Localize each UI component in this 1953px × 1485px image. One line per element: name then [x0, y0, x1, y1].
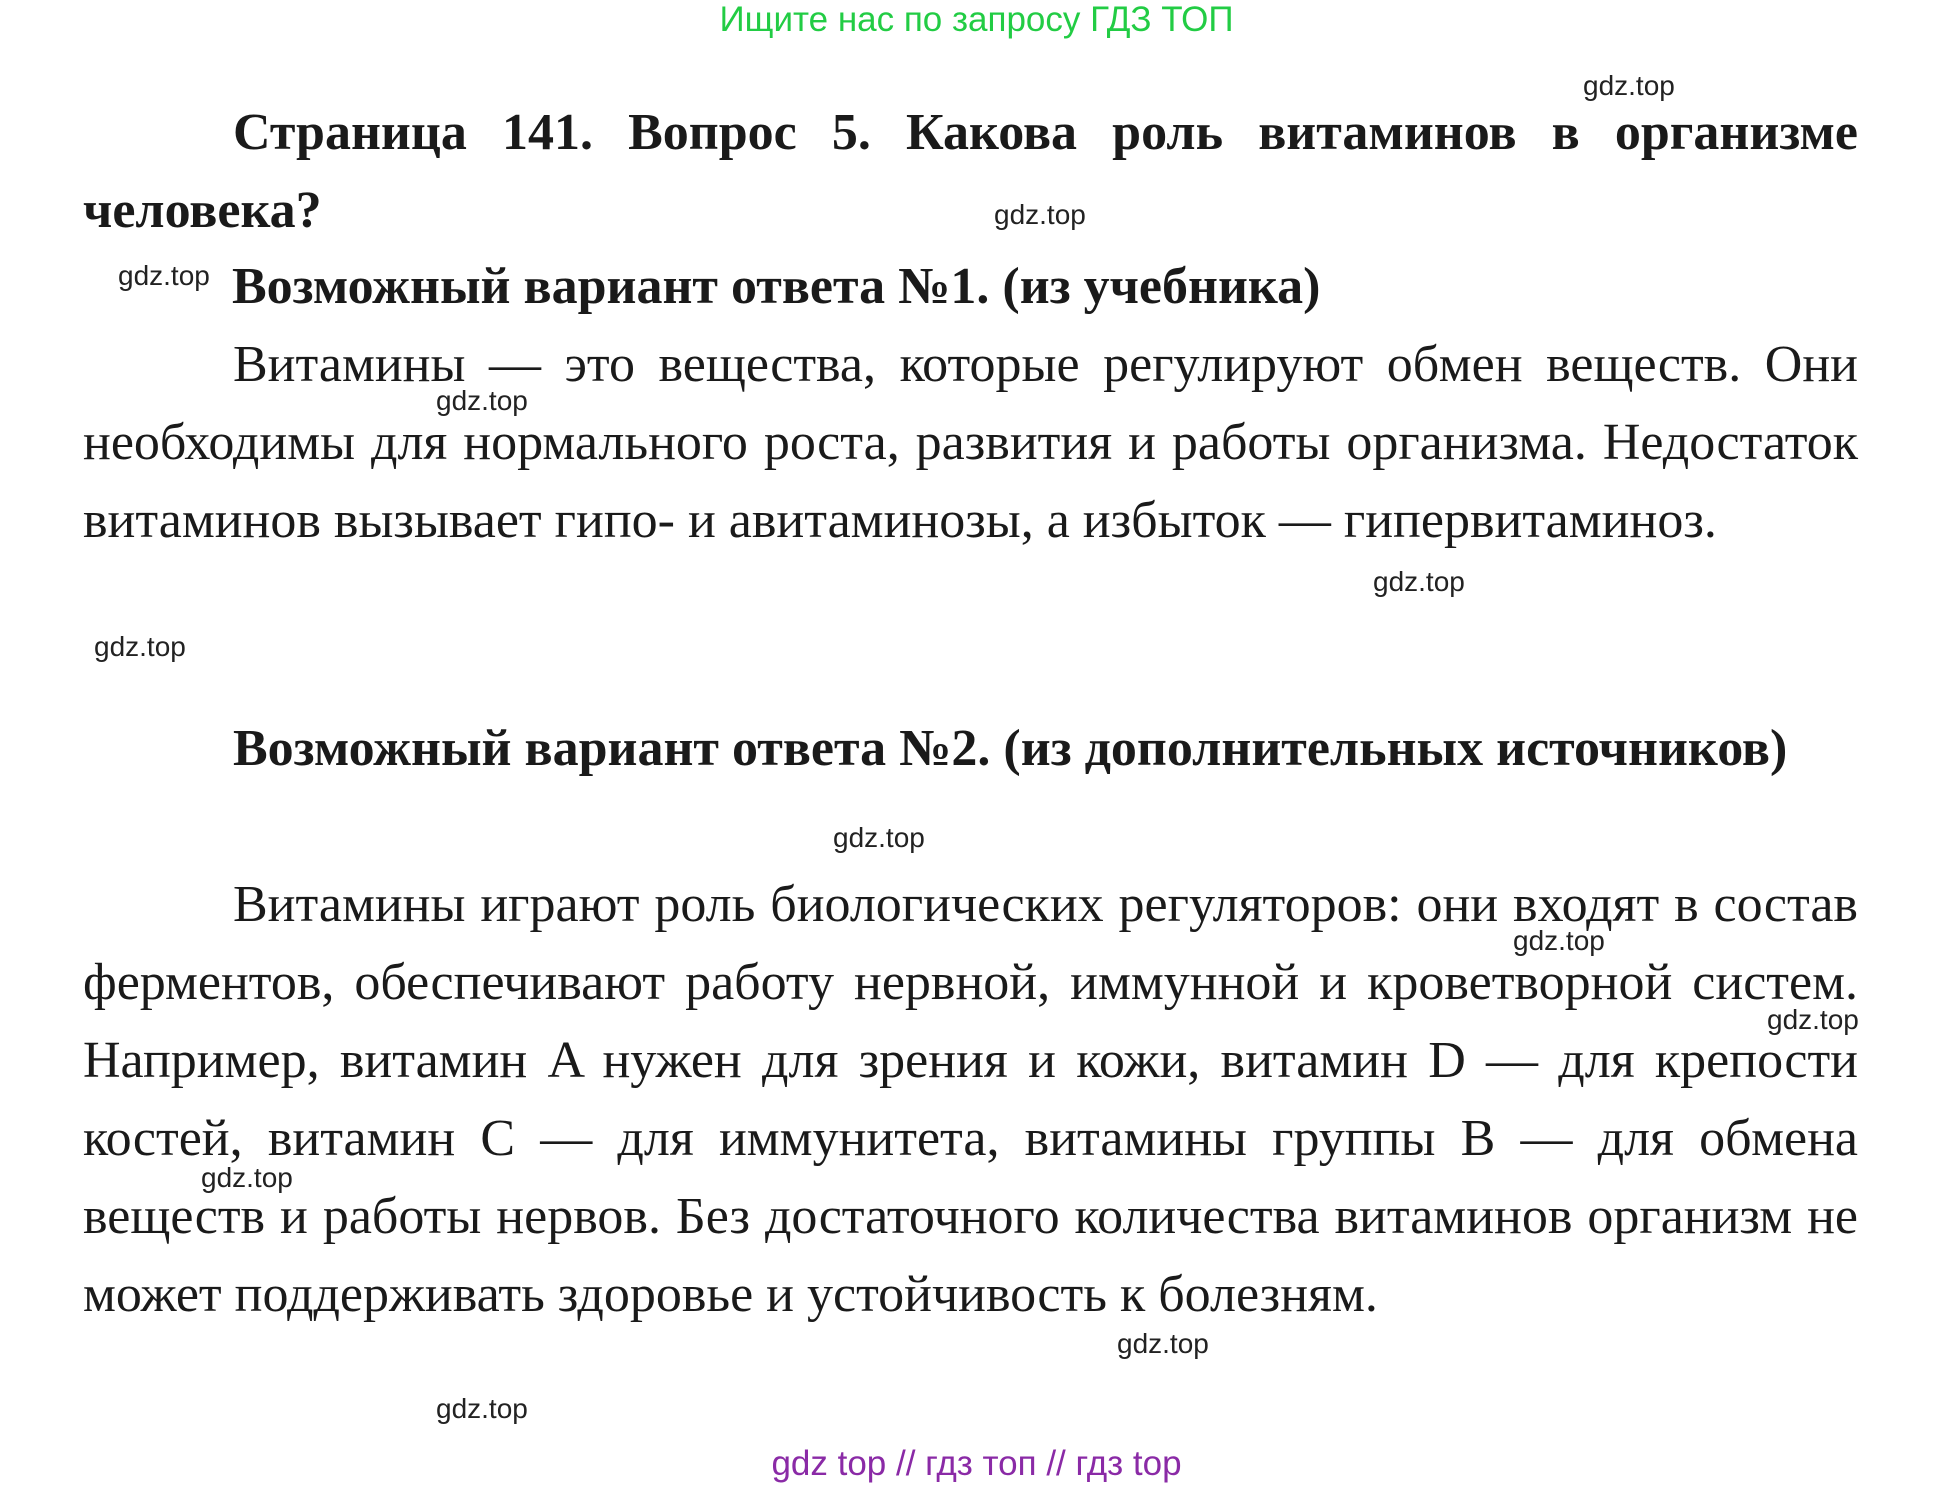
watermark: gdz.top: [994, 199, 1086, 230]
answer-2-title: Возможный вариант ответа №2. (из дополнительных источников): [233, 720, 1788, 777]
watermark: gdz.top: [1117, 1328, 1209, 1359]
watermark: gdz.top: [1583, 70, 1675, 101]
watermark: gdz.top: [1373, 566, 1465, 597]
answer-2-text: Витамины играют роль биологических регуляторов: они входят в состав ферментов, обеспечивают работу нервной, иммунной и кроветворной систем. Например, витамин A нужен для зрения и кожи, витамин D — для крепости костей, витамин C — для иммунитета, витамины группы B — для обмена веществ и работы нервов. Без достаточного количества витаминов организм не может поддерживать здоровье и устойчивость к болезням.: [83, 876, 1858, 1323]
watermark: gdz.top: [1767, 1004, 1859, 1035]
watermark: gdz.top: [833, 822, 925, 853]
top-banner: Ищите нас по запросу ГДЗ ТОП: [719, 0, 1234, 39]
answer-1-title: Возможный вариант ответа №1. (из учебника): [232, 258, 1321, 315]
watermark: gdz.top: [436, 1393, 528, 1424]
watermark: gdz.top: [1513, 925, 1605, 956]
watermark: gdz.top: [118, 260, 210, 291]
answer-1-text: Витамины — это вещества, которые регулируют обмен веществ. Они необходимы для нормального роста, развития и работы организма. Недостаток витаминов вызывает гипо- и авитаминозы, а избыток — гипервитаминоз.: [83, 336, 1858, 549]
watermark: gdz.top: [94, 631, 186, 662]
watermark: gdz.top: [436, 385, 528, 416]
watermark: gdz.top: [201, 1162, 293, 1193]
footer-links: gdz top // гдз топ // гдз top: [771, 1444, 1182, 1483]
question-heading: Страница 141. Вопрос 5. Какова роль витаминов в организме человека?: [83, 104, 1858, 239]
